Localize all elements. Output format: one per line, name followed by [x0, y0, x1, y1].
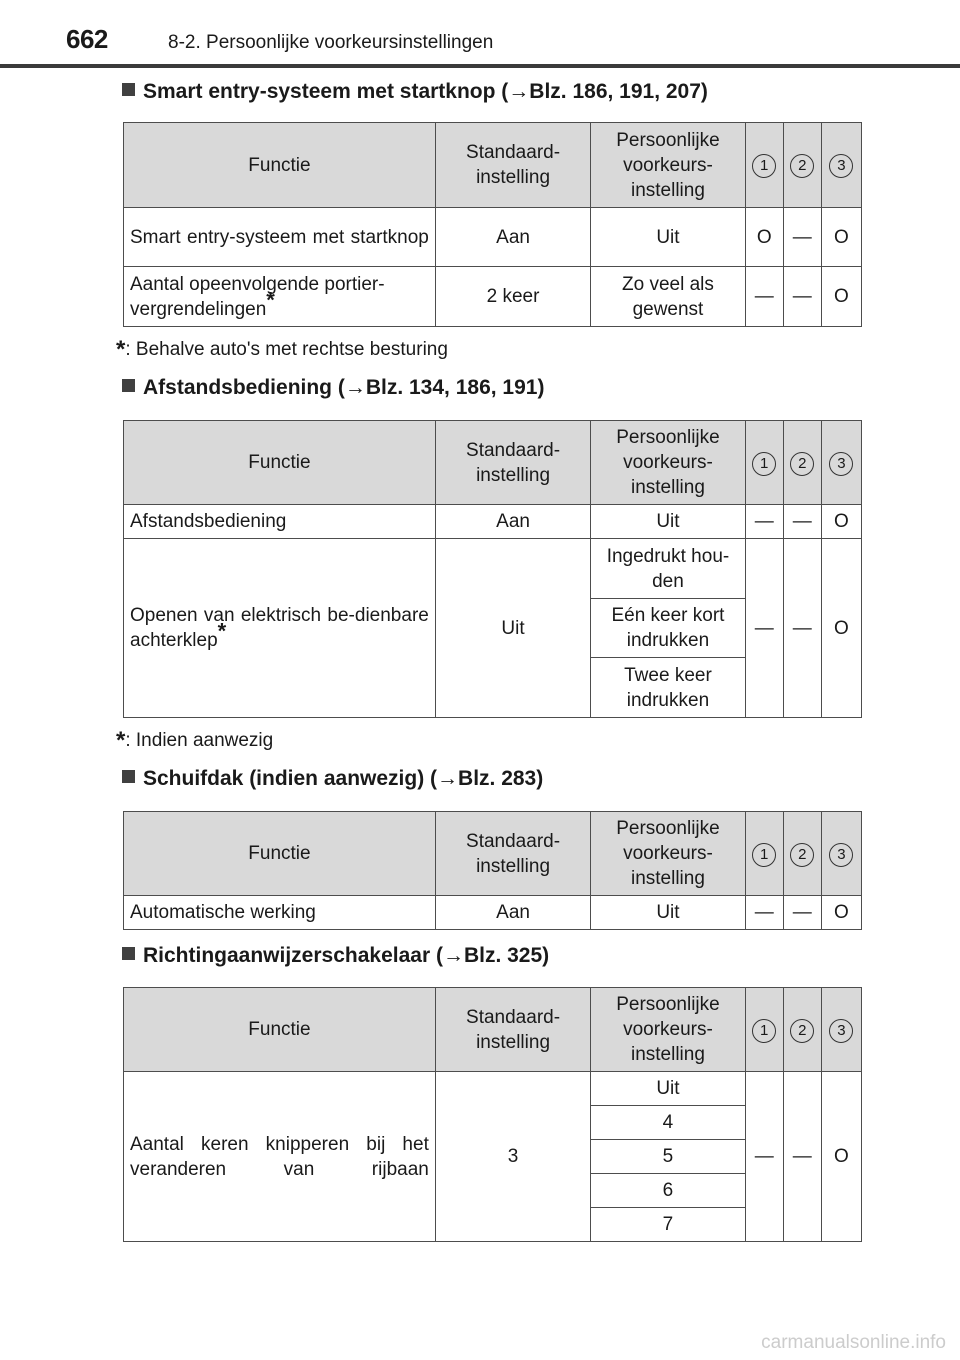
section-heading-afstandsbediening: Afstandsbediening (→Blz. 134, 186, 191) [122, 376, 544, 400]
header-persoonlijk: Persoonlijke voorkeurs-instelling [591, 812, 745, 896]
circled-3-icon: 3 [829, 843, 853, 867]
table-row: Aantal keren knipperen bij het veranderen van rijbaan 3 Uit — — O [124, 1072, 862, 1106]
circled-2-icon: 2 [790, 452, 814, 476]
header-standaard: Standaard-instelling [435, 421, 590, 505]
watermark: carmanualsonline.info [761, 1332, 946, 1353]
circled-3-icon: 3 [829, 154, 853, 178]
header-standaard: Standaard-instelling [435, 988, 590, 1072]
section-heading-richtingaanwijzer: Richtingaanwijzerschakelaar (→Blz. 325) [122, 944, 549, 968]
square-bullet-icon [122, 947, 135, 960]
circled-3-icon: 3 [829, 1019, 853, 1043]
square-bullet-icon [122, 83, 135, 96]
table-row: Openen van elektrisch be-dienbare achterklep* Uit Ingedrukt hou-den — — O [124, 539, 862, 599]
header-standaard: Standaard-instelling [435, 123, 590, 208]
footnote-afstandsbediening: *: Indien aanwezig [116, 727, 274, 754]
table-schuifdak [123, 811, 862, 930]
table-header-row [124, 421, 862, 505]
header-functie: Functie [124, 988, 436, 1072]
section-heading-schuifdak: Schuifdak (indien aanwezig) (→Blz. 283) [122, 767, 543, 791]
table-header-row [124, 123, 862, 208]
header-functie: Functie [124, 123, 436, 208]
table-smart-entry [123, 122, 862, 327]
table-header-row [124, 988, 862, 1072]
table-row: Smart entry-systeem met startknop Aan Uit O — O [124, 208, 862, 267]
table-row: 4 [124, 1106, 862, 1140]
table-afstandsbediening [123, 420, 862, 718]
table-header-row [124, 812, 862, 896]
table-row: Afstandsbediening Aan Uit — — O [124, 505, 862, 539]
circled-2-icon: 2 [790, 1019, 814, 1043]
header-standaard: Standaard-instelling [435, 812, 590, 896]
circled-2-icon: 2 [790, 843, 814, 867]
table-row: Automatische werking Aan Uit — — O [124, 896, 862, 930]
square-bullet-icon [122, 379, 135, 392]
circled-2-icon: 2 [790, 154, 814, 178]
table-row: 6 [124, 1174, 862, 1208]
circled-1-icon: 1 [752, 1019, 776, 1043]
header-persoonlijk: Persoonlijke voorkeurs-instelling [591, 421, 745, 505]
table-row: 7 [124, 1208, 862, 1242]
header-persoonlijk: Persoonlijke voorkeurs-instelling [591, 988, 745, 1072]
circled-3-icon: 3 [829, 452, 853, 476]
page-number: 662 [66, 24, 108, 54]
section-heading-smart-entry: Smart entry-systeem met startknop (→Blz. 186, 191, 207) [122, 80, 708, 104]
table-row: Eén keer kort indrukken [124, 599, 862, 658]
circled-1-icon: 1 [752, 843, 776, 867]
table-row: Aantal opeenvolgende portier-vergrendelingen* 2 keer Zo veel als gewenst — — O [124, 267, 862, 327]
header-persoonlijk: Persoonlijke voorkeurs-instelling [591, 123, 745, 208]
table-richtingaanwijzer [123, 987, 862, 1242]
table-row: Twee keer indrukken [124, 658, 862, 718]
footnote-smart-entry: *: Behalve auto's met rechtse besturing [116, 336, 448, 363]
table-row: 5 [124, 1140, 862, 1174]
chapter-title: 8-2. Persoonlijke voorkeursinstellingen [168, 32, 494, 53]
header-functie: Functie [124, 421, 436, 505]
circled-1-icon: 1 [752, 452, 776, 476]
square-bullet-icon [122, 770, 135, 783]
circled-1-icon: 1 [752, 154, 776, 178]
header-rule [0, 64, 960, 68]
header-functie: Functie [124, 812, 436, 896]
